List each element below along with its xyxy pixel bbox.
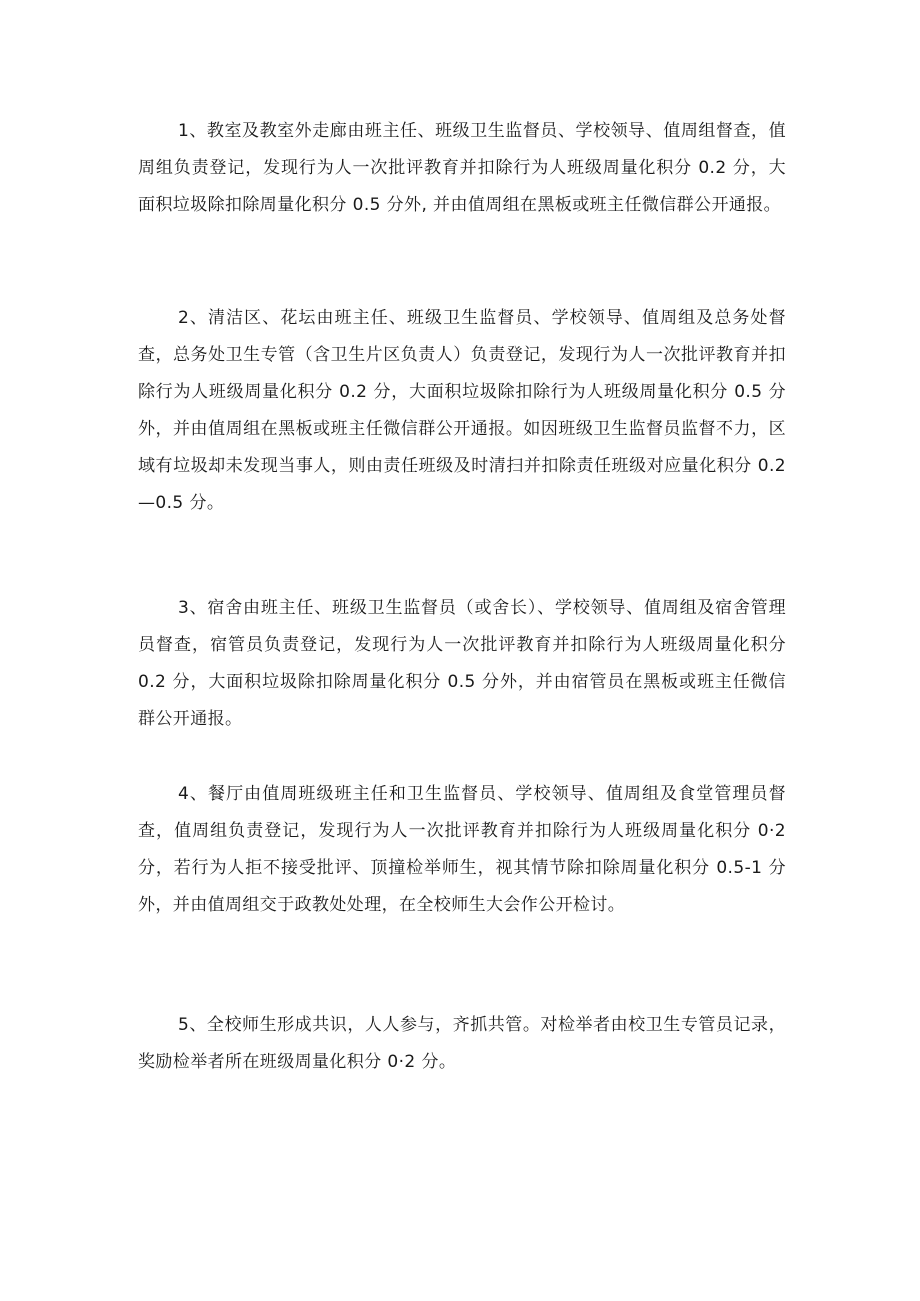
rule-paragraph-1: 1、教室及教室外走廊由班主任、班级卫生监督员、学校领导、值周组督查，值周组负责登记，发现行为人一次批评教育并扣除行为人班级周量化积分 0.2 分，大面积垃圾除扣除周量化积分 0.5 分外, 并由值周组在黑板或班主任微信群公开通报。 xyxy=(138,121,786,215)
rule-paragraph-2: 2、清洁区、花坛由班主任、班级卫生监督员、学校领导、值周组及总务处督查，总务处卫生专管（含卫生片区负责人）负责登记，发现行为人一次批评教育并扣除行为人班级周量化积分 0.2 分，大面积垃圾除扣除行为人班级周量化积分 0.5 分外，并由值周组在黑板或班主任微信群公开通报。如因班级卫生监督员监督不力，区域有垃圾却未发现当事人，则由责任班级及时清扫并扣除责任班级对应量化积分 0.2—0.5 分。 xyxy=(138,308,786,513)
rule-paragraph-4: 4、餐厅由值周班级班主任和卫生监督员、学校领导、值周组及食堂管理员督查，值周组负责登记，发现行为人一次批评教育并扣除行为人班级周量化积分 0·2 分，若行为人拒不接受批评、顶撞检举师生，视其情节除扣除周量化积分 0.5-1 分外，并由值周组交于政教处处理，在全校师生大会作公开检讨。 xyxy=(138,784,786,915)
rule-paragraph-5: 5、全校师生形成共识，人人参与，齐抓共管。对检举者由校卫生专管员记录，奖励检举者所在班级周量化积分 0·2 分。 xyxy=(138,1015,786,1072)
rule-paragraph-3: 3、宿舍由班主任、班级卫生监督员（或舍长）、学校领导、值周组及宿舍管理员督查，宿管员负责登记，发现行为人一次批评教育并扣除行为人班级周量化积分 0.2 分，大面积垃圾除扣除周量化积分 0.5 分外，并由宿管员在黑板或班主任微信群公开通报。 xyxy=(138,598,786,729)
